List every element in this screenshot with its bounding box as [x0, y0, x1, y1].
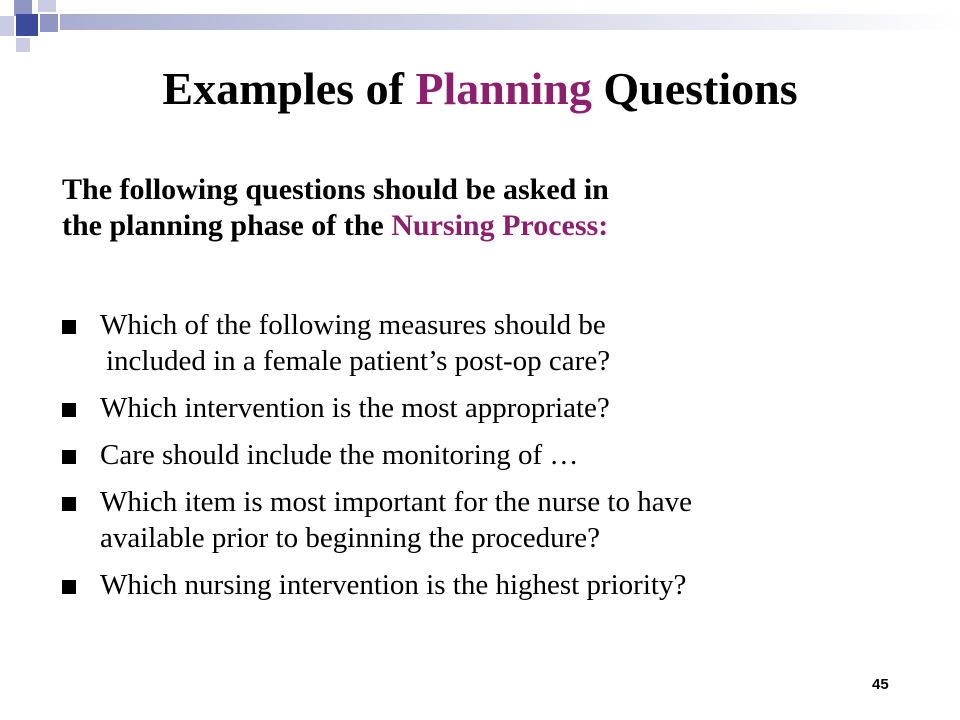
title-text: Examples of [162, 63, 416, 114]
intro-line-1: The following questions should be asked in [62, 173, 609, 206]
square-bullet-icon [62, 450, 76, 464]
deco-square [40, 14, 58, 32]
page-number: 45 [872, 676, 889, 693]
deco-square [0, 16, 14, 36]
list-item [62, 307, 942, 379]
square-bullet-icon [62, 580, 76, 594]
list-item-text: Which intervention is the most appropriate? [100, 392, 610, 424]
deco-square [38, 0, 56, 12]
list-item-text: Which nursing intervention is the highest priority? [100, 569, 687, 601]
list-item [62, 437, 942, 473]
list-item-text: Which item is most important for the nurse to have [100, 486, 692, 518]
list-item-text: Care should include the monitoring of … [100, 439, 579, 471]
deco-square [16, 14, 38, 36]
list-item [62, 567, 942, 603]
intro-line-2 [62, 208, 922, 244]
header-gradient-bar [60, 14, 960, 30]
square-bullet-icon [62, 320, 76, 334]
list-item-text-continued: available prior to beginning the procedure? [100, 522, 601, 554]
intro-line-2-text: the planning phase of the [62, 209, 392, 242]
title-text-end: Questions [591, 63, 798, 114]
square-bullet-icon [62, 403, 76, 417]
deco-square [16, 38, 30, 52]
list-item [62, 484, 942, 556]
question-list [62, 307, 942, 614]
list-item [62, 390, 942, 426]
title-accent-word: Planning [415, 63, 592, 114]
slide-title [0, 62, 960, 116]
list-item-text-continued: included in a female patient’s post-op care? [106, 345, 611, 377]
list-item-text: Which of the following measures should be [100, 309, 606, 341]
intro-accent-phrase: Nursing Process: [391, 209, 609, 242]
intro-text [62, 172, 922, 244]
square-bullet-icon [62, 497, 76, 511]
